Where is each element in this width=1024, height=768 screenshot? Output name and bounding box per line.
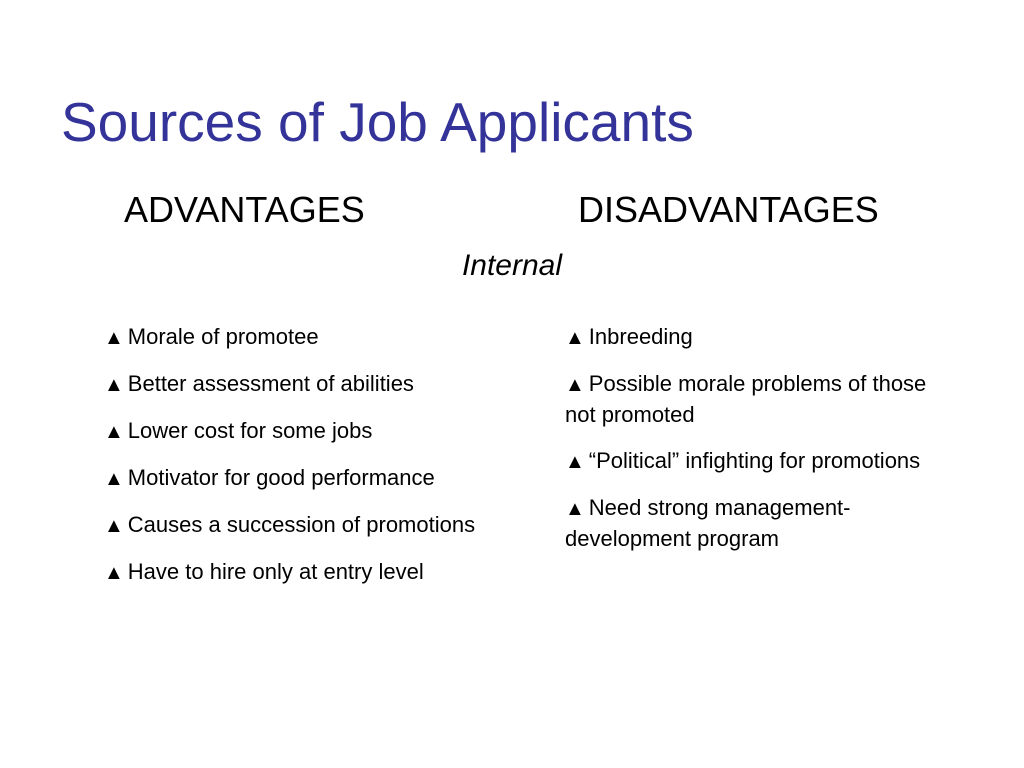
triangle-bullet-icon: ▲ [104, 374, 124, 396]
section-label: Internal [461, 249, 563, 282]
list-item-text: Causes a succession of promotions [127, 512, 476, 537]
list-item [565, 446, 945, 477]
list-item-text: Lower cost for some jobs [127, 418, 373, 443]
list-item [104, 416, 524, 447]
triangle-bullet-icon: ▲ [104, 562, 124, 584]
advantages-heading: ADVANTAGES [124, 189, 365, 230]
triangle-bullet-icon: ▲ [104, 421, 124, 443]
triangle-bullet-icon: ▲ [104, 468, 124, 490]
list-item [104, 322, 524, 353]
triangle-bullet-icon: ▲ [104, 515, 124, 537]
advantages-list [104, 322, 524, 604]
list-item [104, 369, 524, 400]
list-item-text: Possible morale problems of those not promoted [565, 371, 927, 427]
triangle-bullet-icon: ▲ [104, 327, 124, 349]
list-item-text: Morale of promotee [127, 324, 319, 349]
list-item-text: Motivator for good performance [127, 465, 435, 490]
triangle-bullet-icon: ▲ [565, 327, 585, 349]
list-item [104, 510, 524, 541]
list-item [104, 557, 524, 588]
disadvantages-list [565, 322, 945, 570]
triangle-bullet-icon: ▲ [565, 374, 585, 396]
list-item [104, 463, 524, 494]
list-item [565, 322, 945, 353]
triangle-bullet-icon: ▲ [565, 498, 585, 520]
list-item [565, 369, 945, 430]
disadvantages-heading: DISADVANTAGES [578, 189, 879, 230]
list-item-text: Better assessment of abilities [127, 371, 414, 396]
list-item-text: Inbreeding [588, 324, 693, 349]
triangle-bullet-icon: ▲ [565, 451, 585, 473]
list-item [565, 493, 945, 554]
slide-title: Sources of Job Applicants [61, 91, 694, 153]
list-item-text: “Political” infighting for promotions [588, 448, 921, 473]
list-item-text: Have to hire only at entry level [127, 559, 424, 584]
list-item-text: Need strong management-development program [565, 495, 851, 551]
